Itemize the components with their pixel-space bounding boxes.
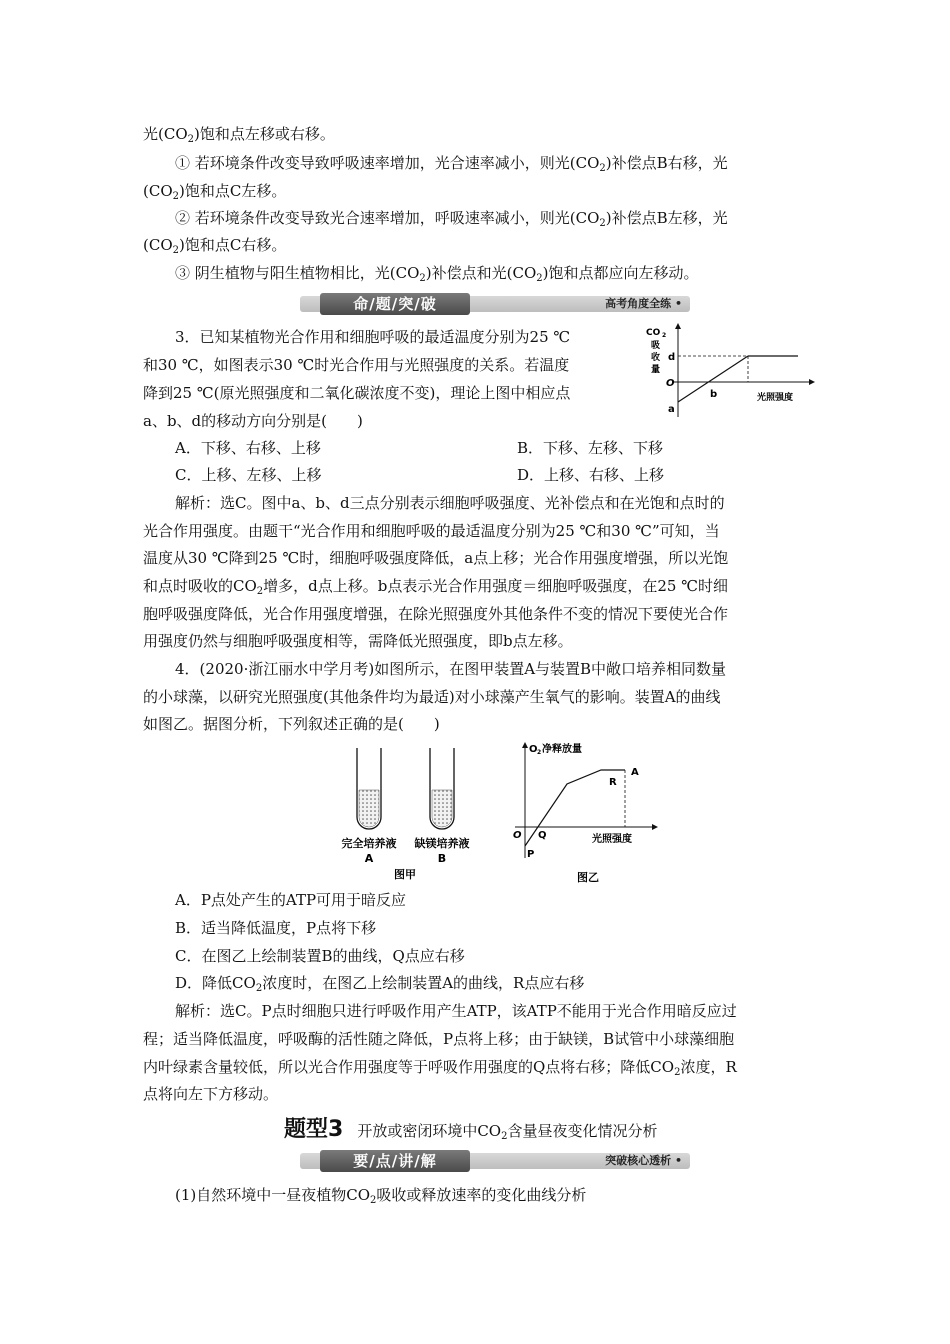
text-line: $(CO_2)$饱和点C右移。 <box>143 236 287 256</box>
question-4-line: 如图乙。据图分析，下列叙述正确的是( ) <box>143 715 440 733</box>
text-line: ① 若环境条件改变导致呼吸速率增加，光合速率减小，则光$(CO_2)$补偿点B右移，光 <box>175 154 728 174</box>
q3-graph <box>640 322 820 422</box>
svg-text:a: a <box>668 404 675 415</box>
svg-text:缺镁培养液: 缺镁培养液 <box>414 837 470 850</box>
text-line: $(CO_2)$饱和点C左移。 <box>143 182 287 202</box>
svg-text:图乙: 图乙 <box>577 871 599 884</box>
question-3-line: 3．已知某植物光合作用和细胞呼吸的最适温度分别为25 ℃ <box>175 328 571 346</box>
option-c: C．上移、左移、上移 <box>175 466 322 484</box>
svg-text:吸: 吸 <box>651 341 661 351</box>
question-3-line: a、b、d的移动方向分别是( ) <box>143 412 363 430</box>
section-banner <box>300 1150 690 1172</box>
svg-text:b: b <box>710 389 718 400</box>
svg-text:量: 量 <box>651 365 661 375</box>
option-c: C．在图乙上绘制装置B的曲线，Q点应右移 <box>175 947 465 965</box>
question-3-line: 和30 ℃，如图表示30 ℃时光合作用与光照强度的关系。若温度 <box>143 356 570 374</box>
banner-title: 要/点/讲/解 <box>320 1150 470 1172</box>
heading-subtitle: 开放或密闭环境中$CO_2$含量昼夜变化情况分析 <box>357 1122 658 1142</box>
section-heading <box>284 1112 657 1143</box>
svg-text:A: A <box>631 767 639 778</box>
svg-text:收: 收 <box>651 353 661 363</box>
svg-text:P: P <box>527 849 535 860</box>
option-b: B．适当降低温度，P点将下移 <box>175 919 377 937</box>
svg-text:R: R <box>609 777 617 788</box>
question-4-line: 的小球藻，以研究光照强度(其他条件均为最适)对小球藻产生氧气的影响。装置A的曲线 <box>143 688 721 706</box>
option-a: A．P点处产生的ATP可用于暗反应 <box>175 891 407 909</box>
banner-tag: 高考角度全练 • <box>605 297 682 310</box>
figure-o2-graph <box>505 740 670 888</box>
text-line: ② 若环境条件改变导致光合速率增加，呼吸速率减小，则光$(CO_2)$补偿点B左移，光 <box>175 209 728 229</box>
section-banner <box>300 293 690 315</box>
svg-text:完全培养液: 完全培养液 <box>341 837 397 850</box>
svg-text:2: 2 <box>537 749 542 756</box>
svg-text:O: O <box>513 830 522 841</box>
svg-text:O: O <box>666 378 675 389</box>
option-d: D．降低$CO_2$浓度时，在图乙上绘制装置A的曲线，R点应右移 <box>175 974 585 994</box>
svg-text:B: B <box>437 852 447 865</box>
question-4-line: 4．(2020·浙江丽水中学月考)如图所示，在图甲装置A与装置B中敞口培养相同数量 <box>175 660 727 678</box>
text-line: 光$(CO_2)$饱和点左移或右移。 <box>143 125 335 145</box>
analysis-line: 光合作用强度。由题干“光合作用和细胞呼吸的最适温度分别为25 ℃和30 ℃”可知，当 <box>143 522 720 540</box>
analysis-line: 用强度仍然与细胞呼吸强度相等，需降低光照强度，即b点左移。 <box>143 632 573 650</box>
svg-text:图甲: 图甲 <box>394 868 416 880</box>
analysis-line: 和点时吸收的$CO_2$增多，d点上移。b点表示光合作用强度＝细胞呼吸强度，在25 ℃时细 <box>143 577 728 597</box>
svg-text:2: 2 <box>662 332 667 339</box>
heading-label: 题型3 <box>284 1117 344 1142</box>
analysis-line: 胞呼吸强度降低，光合作用强度增强，在除光照强度外其他条件不变的情况下要使光合作 <box>143 605 729 623</box>
svg-text:O: O <box>529 744 538 755</box>
analysis-line: 解析：选C。图中a、b、d三点分别表示细胞呼吸强度、光补偿点和在光饱和点时的 <box>175 494 725 512</box>
analysis-line: 解析：选C。P点时细胞只进行呼吸作用产生ATP，该ATP不能用于光合作用暗反应过 <box>175 1002 737 1020</box>
option-d: D．上移、右移、上移 <box>517 466 665 484</box>
banner-title: 命/题/突/破 <box>320 293 470 315</box>
svg-text:光照强度: 光照强度 <box>592 834 632 845</box>
analysis-line: 程；适当降低温度，呼吸酶的活性随之降低，P点将上移；由于缺镁，B试管中小球藻细胞 <box>143 1030 735 1048</box>
analysis-line: 温度从30 ℃降到25 ℃时，细胞呼吸强度降低，a点上移；光合作用强度增强，所以光饱 <box>143 549 729 567</box>
text-line: ③ 阴生植物与阳生植物相比，光$(CO_2)$补偿点和光$(CO_2)$饱和点都应向左移动。 <box>175 264 699 284</box>
svg-text:CO: CO <box>646 328 661 338</box>
analysis-line: 点将向左下方移动。 <box>143 1085 279 1103</box>
svg-text:A: A <box>364 852 374 865</box>
option-a: A．下移、右移、上移 <box>175 439 321 457</box>
svg-text:光照强度: 光照强度 <box>757 393 794 403</box>
analysis-line: 内叶绿素含量较低，所以光合作用强度等于呼吸作用强度的Q点将右移；降低$CO_2$浓度，R <box>143 1058 737 1078</box>
svg-text:d: d <box>668 352 676 363</box>
option-b: B．下移、左移、下移 <box>517 439 664 457</box>
banner-tag: 突破核心透析 • <box>605 1154 682 1167</box>
svg-text:Q: Q <box>538 830 547 841</box>
figure-test-tubes <box>325 745 485 880</box>
question-3-line: 降到25 ℃(原光照强度和二氧化碳浓度不变)，理论上图中相应点 <box>143 384 571 402</box>
text-line: (1)自然环境中一昼夜植物$CO_2$吸收或释放速率的变化曲线分析 <box>175 1186 587 1206</box>
svg-text:净释放量: 净释放量 <box>542 744 582 755</box>
